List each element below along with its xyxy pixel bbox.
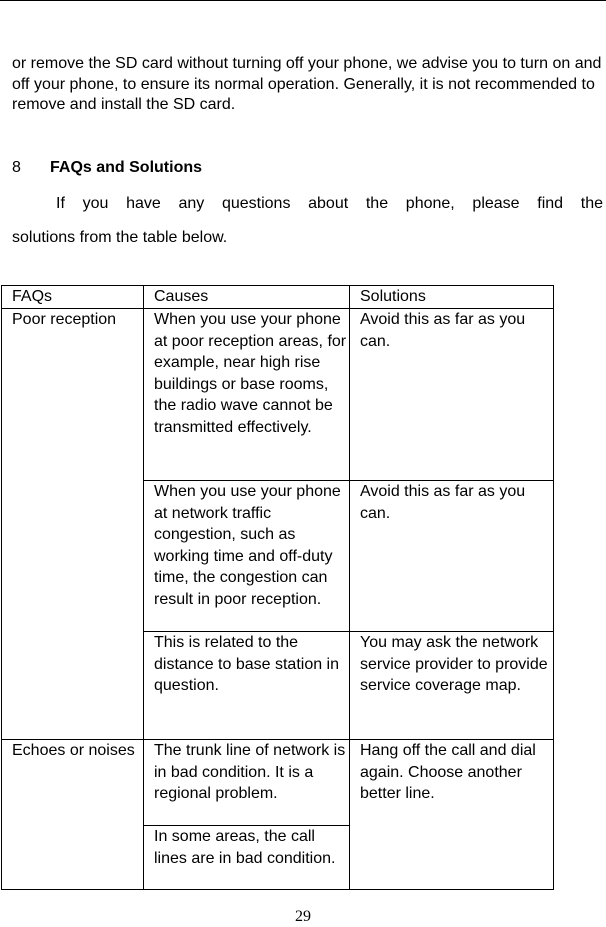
cause-cell: In some areas, the call lines are in bad condition. [144,826,350,890]
faq-cell: Poor reception [2,309,144,740]
table-header-row [2,286,554,309]
page-number: 29 [295,908,311,925]
faq-cell: Echoes or noises [2,740,144,890]
header-solutions: Solutions [350,286,554,309]
header-causes: Causes [144,286,350,309]
cause-cell: When you use your phone at network traffic congestion, such as working time and off-duty time, the congestion can result in poor reception. [144,481,350,632]
table-row [2,740,554,826]
solution-cell: Avoid this as far as you can. [350,481,554,632]
cause-cell: This is related to the distance to base station in question. [144,632,350,740]
continuation-paragraph: or remove the SD card without turning off your phone, we advise you to turn on and off your phone, to ensure its normal operation. Generally, it is not recommended to remove and install the SD card. [12,55,602,113]
header-faqs: FAQs [2,286,144,309]
section-heading [12,158,202,178]
solution-cell: Avoid this as far as you can. [350,309,554,481]
cause-cell: When you use your phone at poor reception areas, for example, near high rise buildings or base rooms, the radio wave cannot be transmitted effectively. [144,309,350,481]
section-title: FAQs and Solutions [50,159,203,176]
faq-table [1,285,554,890]
intro-text-line1: If you have any questions about the phone, please find the [56,195,603,212]
cause-cell: The trunk line of network is in bad condition. It is a regional problem. [144,740,350,826]
solution-cell: You may ask the network service provider to provide service coverage map. [350,632,554,740]
intro-text-line2: solutions from the table below. [12,229,228,246]
header-rule [0,0,606,1]
section-number: 8 [12,159,21,176]
table-row [2,309,554,481]
solution-cell: Hang off the call and dial again. Choose another better line. [350,740,554,890]
